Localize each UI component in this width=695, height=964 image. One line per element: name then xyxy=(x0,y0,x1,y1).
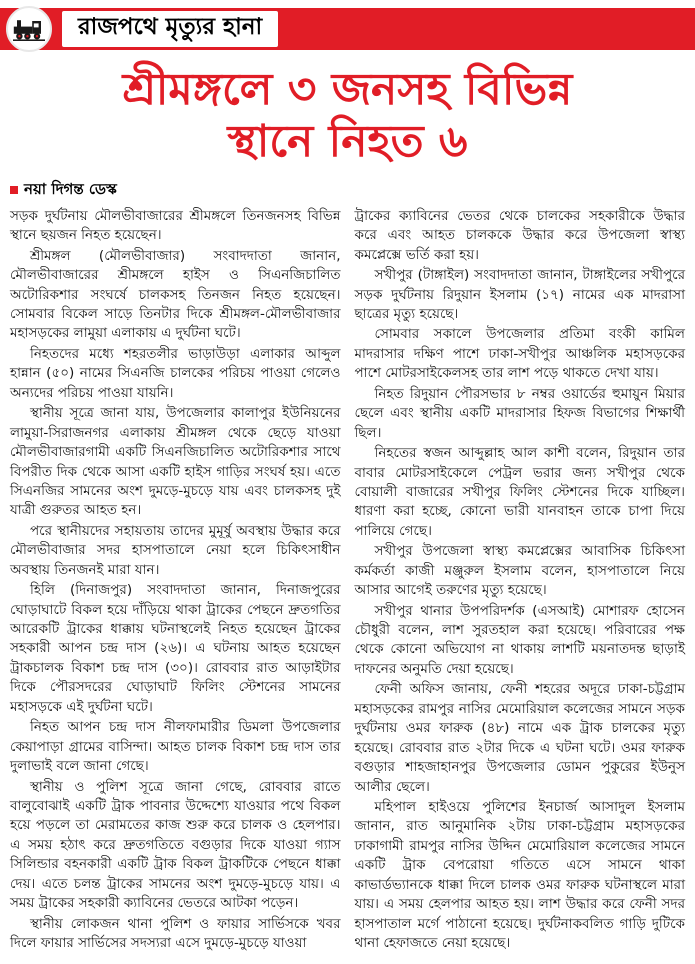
section-banner xyxy=(0,8,695,50)
article-paragraph: সোমবার সকালে উপজেলার প্রতিমা বংকী কামিল মাদরাসার দক্ষিণ পাশে ঢাকা-সখীপুর আঞ্চলিক মহাসড়কের পাশে মোটরসাইকেলসহ তার লাশ পড়ে থাকতে দেখা যায়। xyxy=(354,326,685,382)
article-paragraph: সখীপুর (টাঙ্গাইল) সংবাদদাতা জানান, টাঙ্গাইলের সখীপুরে সড়ক দুর্ঘটনায় রিদুয়ান ইসলাম (১৭) নামের এক মাদরাসা ছাত্রের মৃত্যু হয়েছে। xyxy=(354,267,685,322)
article-paragraph: ফেনী অফিস জানায়, ফেনী শহরের অদূরে ঢাকা-চট্টগ্রাম মহাসড়কের রামপুর নাসির মেমোরিয়াল কলেজের সামনে সড়ক দুর্ঘটনায় ওমর ফারুক (৪৮) নামে এক ট্রাক চালকের মৃত্যু হয়েছে। রোববার রাত ২টার দিকে এ ঘটনা ঘটে। ওমর ফারুক বগুড়ার শাহজাহানপুর উপজেলার ডোমন পুকুরের ইউনুস আলীর ছেলে। xyxy=(354,681,685,795)
article-column-left xyxy=(10,207,341,955)
article-paragraph: স্থানীয় লোকজন থানা পুলিশ ও ফায়ার সার্ভিসকে খবর দিলে ফায়ার সার্ভিসের সদস্যরা এসে দুমড়ে-মুচড়ে যাওয়া xyxy=(10,915,341,951)
article-paragraph: পরে স্থানীয়দের সহায়তায় তাদের মুমূর্ষু অবস্থায় উদ্ধার করে মৌলভীবাজার সদর হাসপাতালে নেয়া হলে চিকিৎসাধীন অবস্থায় তিনজনই মারা যান। xyxy=(10,522,341,578)
section-title: রাজপথে মৃত্যুর হানা xyxy=(62,11,278,47)
byline xyxy=(10,178,695,203)
article-paragraph: মহিপাল হাইওয়ে পুলিশের ইনচার্জ আসাদুল ইসলাম জানান, রাত আনুমানিক ২টায় ঢাকা-চট্টগ্রাম মহাসড়কের ঢাকাগামী রামপুর নাসির উদ্দিন মেমোরিয়াল কলেজের সামনে একটি ট্রাক বেপরোয়া গতিতে এসে সামনে থাকা কাভার্ডভ্যানকে ধাক্কা দিলে চালক ওমর ফারুক ঘটনাস্থলে মারা যায়। এ সময় হেলপার আহত হয়। লাশ উদ্ধার করে ফেনী সদর হাসপাতাল মর্গে পাঠানো হয়েছে। দুর্ঘটনাকবলিত গাড়ি দুটিকে থানা হেফাজতে নেয়া হয়েছে। xyxy=(354,798,685,951)
article-paragraph: শ্রীমঙ্গল (মৌলভীবাজার) সংবাদদাতা জানান, মৌলভীবাজারের শ্রীমঙ্গলে হাইস ও সিএনজিচালিত অটোরিকশার সংঘর্ষে চালকসহ তিনজন নিহত হয়েছেন। সোমবার বিকেল সাড়ে তিনটার দিকে শ্রীমঙ্গল-মৌলভীবাজার মহাসড়কের লামুয়া এলাকায় এ দুর্ঘটনা ঘটে। xyxy=(10,247,341,342)
article-headline xyxy=(0,64,695,168)
article-column-right xyxy=(355,207,686,955)
newspaper-logo xyxy=(6,6,52,52)
locomotive-icon xyxy=(13,17,45,41)
article-paragraph: নিহতদের মধ্যে শহরতলীর ভাড়াউড়া এলাকার আব্দুল হান্নান (৫০) নামের সিএনজি চালকের পরিচয় পাওয়া গেলেও অন্যদের পরিচয় পাওয়া যায়নি। xyxy=(10,345,341,401)
headline-line-1: শ্রীমঙ্গলে ৩ জনসহ বিভিন্ন xyxy=(122,64,573,115)
article-paragraph: সড়ক দুর্ঘটনায় মৌলভীবাজারের শ্রীমঙ্গলে তিনজনসহ বিভিন্ন স্থানে ছয়জন নিহত হয়েছেন। xyxy=(10,207,341,244)
byline-label: নয়া দিগন্ত ডেস্ক xyxy=(24,179,117,198)
byline-bullet-icon xyxy=(10,186,18,194)
headline-line-2: স্থানে নিহত ৬ xyxy=(227,115,468,167)
article-paragraph: সখীপুর থানার উপপরিদর্শক (এসআই) মোশারফ হোসেন চৌধুরী বলেন, লাশ সুরতহাল করা হয়েছে। পরিবারের পক্ষ থেকে কোনো অভিযোগ না থাকায় লাশটি ময়নাতদন্ত ছাড়াই দাফনের অনুমতি দেয়া হয়েছে। xyxy=(354,602,685,677)
article-paragraph: স্থানীয় সূত্রে জানা যায়, উপজেলার কালাপুর ইউনিয়নের লামুয়া-সিরাজনগর এলাকায় শ্রীমঙ্গল থেকে ছেড়ে যাওয়া মৌলভীবাজারগামী একটি সিএনজিচালিত অটোরিকশার সাথে বিপরীত দিক থেকে আসা একটি হাইস গাড়ির সংঘর্ষ হয়। এতে সিএনজির সামনের অংশ দুমড়ে-মুচড়ে যায় এবং চালকসহ দুই যাত্রী গুরুতর আহত হন। xyxy=(10,405,341,519)
article-paragraph: ট্রাকের ক্যাবিনের ভেতর থেকে চালকের সহকারীকে উদ্ধার করে এবং আহত চালককে উদ্ধার করে উপজেলা স্বাস্থ্য কমপ্লেক্সে ভর্তি করা হয়। xyxy=(354,207,685,263)
article-paragraph: নিহত আপন চন্দ্র দাস নীলফামারীর ডিমলা উপজেলার কেয়াপাড়া গ্রামের বাসিন্দা। আহত চালক বিকাশ চন্দ্র দাস তার দুলাভাই বলে জানা গেছে। xyxy=(10,719,341,775)
article-paragraph: নিহত রিদুয়ান পৌরসভার ৮ নম্বর ওয়ার্ডের হুমায়ুন মিয়ার ছেলে এবং স্থানীয় একটি মাদরাসার হিফজ বিভাগের শিক্ষার্থী ছিল। xyxy=(354,385,685,441)
article-paragraph: হিলি (দিনাজপুর) সংবাদদাতা জানান, দিনাজপুরের ঘোড়াঘাটে বিকল হয়ে দাঁড়িয়ে থাকা ট্রাকের পেছনে দ্রুতগতির আরেকটি ট্রাকের ধাক্কায় ঘটনাস্থলেই নিহত হয়েছেন ট্রাকের সহকারী আপন চন্দ্র দাস (২৬)। এ ঘটনায় আহত হয়েছেন ট্রাকচালক বিকাশ চন্দ্র দাস (৩০)। রোববার রাত আড়াইটার দিকে পৌরসদরের ঘোড়াঘাট ফিলিং স্টেশনের সামনের মহাসড়কে এই দুর্ঘটনা ঘটে। xyxy=(10,582,341,715)
article-paragraph: নিহতের স্বজন আব্দুল্লাহ আল কাশী বলেন, রিদুয়ান তার বাবার মোটরসাইকেলে পেট্রল ভরার জন্য সখীপুর থেকে বোয়ালী বাজারের সখীপুর ফিলিং স্টেশনের দিকে যাচ্ছিল। ধারণা করা হচ্ছে, কোনো ভারী যানবাহন তাকে চাপা দিয়ে পালিয়ে গেছে। xyxy=(354,445,685,539)
article-paragraph: সখীপুর উপজেলা স্বাস্থ্য কমপ্লেক্সের আবাসিক চিকিৎসা কর্মকর্তা কাজী মঞ্জুরুল ইসলাম বলেন, হাসপাতালে নিয়ে আসার আগেই তরুণের মৃত্যু হয়েছে। xyxy=(354,543,685,599)
article-paragraph: স্থানীয় ও পুলিশ সূত্রে জানা গেছে, রোববার রাতে বালুবোঝাই একটি ট্রাক পাবনার উদ্দেশ্যে যাওয়ার পথে বিকল হয়ে পড়লে তা মেরামতের কাজ শুরু করে চালক ও হেলপার। এ সময় হঠাৎ করে দ্রুতগতিতে বগুড়ার দিকে যাওয়া গ্যাস সিলিন্ডার বহনকারী একটি ট্রাক বিকল ট্রাকটিকে পেছনে ধাক্কা দেয়। এতে চলন্ত ট্রাকের সামনের অংশ দুমড়ে-মুচড়ে যায়। এ সময় ট্রাকের সহকারী ক্যাবিনের ভেতরে আটকা পড়েন। xyxy=(10,778,341,912)
article-body xyxy=(0,207,695,955)
